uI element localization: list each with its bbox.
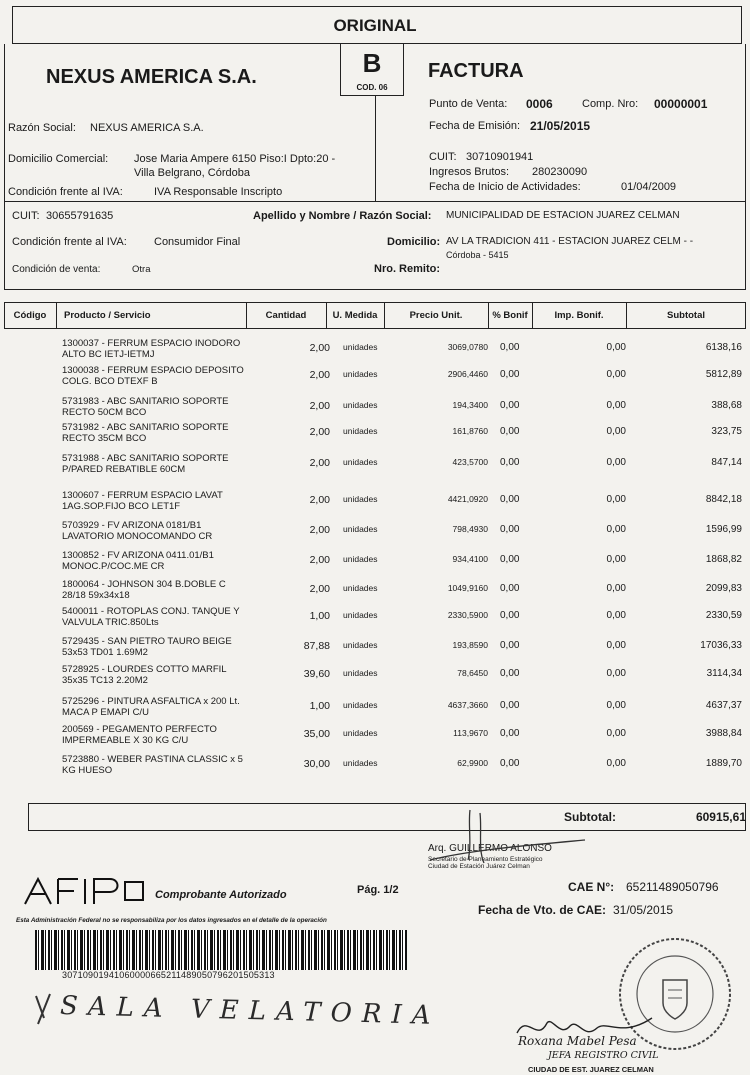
company-name: NEXUS AMERICA S.A. (46, 66, 257, 88)
issuer-cuit-value: 30710901941 (466, 151, 534, 163)
signature-role: JEFA REGISTRO CIVIL (548, 1050, 659, 1061)
col-header-subtotal: Subtotal (667, 310, 705, 321)
fecha-emision-value: 21/05/2015 (530, 119, 591, 133)
item-quantity: 1,00 (309, 610, 330, 622)
item-subtotal: 3114,34 (706, 668, 742, 679)
domicilio-comercial-label: Domicilio Comercial: (8, 153, 109, 165)
inicio-actividades-label: Fecha de Inicio de Actividades: (429, 181, 581, 193)
item-subtotal: 323,75 (711, 426, 742, 437)
item-subtotal: 17036,33 (700, 640, 742, 651)
signature-name: Roxana Mabel Pesa (518, 1034, 637, 1048)
item-quantity: 30,00 (303, 758, 330, 770)
item-bonif-pct: 0,00 (500, 758, 520, 769)
item-bonif-pct: 0,00 (500, 554, 520, 565)
item-quantity: 2,00 (309, 524, 330, 536)
cae-vto-value: 31/05/2015 (613, 903, 674, 917)
item-unit-price: 4421,0920 (447, 494, 488, 504)
item-subtotal: 6138,16 (705, 342, 742, 353)
item-description: 5723880 - WEBER PASTINA CLASSIC x 5 KG HUESO (62, 754, 243, 776)
item-bonif-amount: 0,00 (606, 494, 626, 505)
item-description: 5729435 - SAN PIETRO TAURO BEIGE 53x53 TD01 1.69M2 (62, 636, 232, 658)
item-unit-price: 194,3400 (452, 400, 488, 410)
item-bonif-amount: 0,00 (606, 524, 626, 535)
item-quantity: 2,00 (309, 400, 330, 412)
item-bonif-amount: 0,00 (606, 426, 626, 437)
item-bonif-pct: 0,00 (500, 583, 520, 594)
item-subtotal: 4637,37 (705, 700, 742, 711)
item-quantity: 1,00 (309, 700, 330, 712)
client-name-label: Apellido y Nombre / Razón Social: (253, 210, 432, 222)
cond-venta-label: Condición de venta: (12, 264, 101, 275)
item-description: 5703929 - FV ARIZONA 0181/B1 LAVATORIO MONOCOMANDO CR (62, 520, 213, 542)
item-bonif-amount: 0,00 (606, 400, 626, 411)
item-bonif-amount: 0,00 (606, 554, 626, 565)
item-unit-price: 113,9670 (453, 728, 488, 738)
item-unit-price: 934,4100 (452, 554, 488, 564)
item-unit: unidades (343, 369, 378, 379)
item-unit: unidades (343, 610, 378, 620)
col-header-producto: Producto / Servicio (64, 310, 151, 321)
item-subtotal: 3988,84 (705, 728, 742, 739)
item-unit: unidades (343, 583, 378, 593)
item-quantity: 87,88 (303, 640, 330, 652)
issuer-iva-label: Condición frente al IVA: (8, 186, 123, 198)
col-header-bonif: % Bonif (492, 310, 528, 321)
item-unit: unidades (343, 494, 378, 504)
client-domicilio-label: Domicilio: (387, 236, 441, 248)
razon-social-label: Razón Social: (8, 122, 76, 134)
item-bonif-pct: 0,00 (500, 610, 520, 621)
item-bonif-pct: 0,00 (500, 728, 520, 739)
item-bonif-amount: 0,00 (606, 369, 626, 380)
item-subtotal: 388,68 (711, 400, 742, 411)
signature-city: CIUDAD DE EST. JUAREZ CELMAN (528, 1065, 654, 1074)
comp-nro-label: Comp. Nro: (582, 98, 639, 110)
item-bonif-pct: 0,00 (500, 524, 520, 535)
item-bonif-amount: 0,00 (606, 758, 626, 769)
item-unit: unidades (343, 728, 378, 738)
col-header-cantidad: Cantidad (265, 310, 307, 321)
domicilio-comercial-line2: Villa Belgrano, Córdoba (134, 167, 250, 179)
afip-logo (22, 876, 147, 906)
item-bonif-pct: 0,00 (500, 700, 520, 711)
item-description: 5731982 - ABC SANITARIO SOPORTE RECTO 35CM BCO (62, 422, 229, 444)
item-subtotal: 2099,83 (705, 583, 742, 594)
item-unit-price: 193,8590 (452, 640, 488, 650)
item-bonif-amount: 0,00 (606, 583, 626, 594)
col-divider (56, 302, 57, 329)
item-description: 5731988 - ABC SANITARIO SOPORTE P/PARED REBATIBLE 60CM (62, 453, 229, 475)
barcode-number: 30710901941060000665211489050796201505313 (62, 970, 275, 980)
stamp-line1: Secretario de Planeamiento Estratégico (428, 856, 543, 863)
item-unit: unidades (343, 342, 378, 352)
issuer-cuit-label: CUIT: (429, 151, 457, 163)
item-unit-price: 62,9900 (457, 758, 488, 768)
client-domicilio-line2: Córdoba - 5415 (446, 250, 509, 260)
item-description: 1300607 - FERRUM ESPACIO LAVAT 1AG.SOP.FIJO BCO LET1F (62, 490, 223, 512)
item-bonif-pct: 0,00 (500, 494, 520, 505)
item-unit-price: 423,5700 (452, 457, 488, 467)
item-description: 5400011 - ROTOPLAS CONJ. TANQUE Y VALVULA TRIC.850Lts (62, 606, 240, 628)
item-bonif-amount: 0,00 (606, 457, 626, 468)
stamp-line2: Ciudad de Estación Juárez Celman (428, 863, 530, 870)
fecha-emision-label: Fecha de Emisión: (429, 120, 521, 132)
item-unit-price: 161,8760 (452, 426, 488, 436)
barcode (35, 930, 407, 970)
item-unit-price: 3069,0780 (447, 342, 488, 352)
ingresos-value: 280230090 (532, 166, 588, 178)
item-quantity: 2,00 (309, 369, 330, 381)
item-unit: unidades (343, 668, 378, 678)
col-header-umedida: U. Medida (332, 310, 378, 321)
item-unit: unidades (343, 457, 378, 467)
item-description: 5728925 - LOURDES COTTO MARFIL 35x35 TC13 2.20M2 (62, 664, 227, 686)
item-quantity: 2,00 (309, 426, 330, 438)
invoice-letter: B (362, 48, 382, 78)
item-unit-price: 4637,3660 (447, 700, 488, 710)
item-unit-price: 78,6450 (457, 668, 488, 678)
item-bonif-amount: 0,00 (606, 700, 626, 711)
item-bonif-pct: 0,00 (500, 426, 520, 437)
punto-venta-value: 0006 (526, 97, 553, 111)
cae-label: CAE N°: (568, 880, 615, 894)
cond-venta-value: Otra (132, 264, 151, 275)
item-description: 1300852 - FV ARIZONA 0411.01/B1 MONOC.P/COC.ME CR (62, 550, 214, 572)
item-description: 1300037 - FERRUM ESPACIO INODORO ALTO BC IETJ-IETMJ (62, 338, 241, 360)
item-quantity: 2,00 (309, 494, 330, 506)
item-description: 5725296 - PINTURA ASFALTICA x 200 Lt. MACA P EMAPI C/U (62, 696, 240, 718)
col-header-precio: Precio Unit. (409, 310, 463, 321)
item-subtotal: 2330,59 (705, 610, 742, 621)
item-bonif-pct: 0,00 (500, 369, 520, 380)
client-iva-value: Consumidor Final (154, 236, 241, 248)
item-quantity: 2,00 (309, 457, 330, 469)
item-unit: unidades (343, 426, 378, 436)
item-unit-price: 1049,9160 (447, 583, 488, 593)
item-unit: unidades (343, 700, 378, 710)
item-bonif-pct: 0,00 (500, 342, 520, 353)
comprobante-autorizado: Comprobante Autorizado (155, 889, 287, 901)
item-subtotal: 8842,18 (705, 494, 742, 505)
item-bonif-amount: 0,00 (606, 640, 626, 651)
invoice-code: COD. 06 (356, 83, 388, 92)
subtotal-value: 60915,61 (695, 810, 746, 824)
item-bonif-amount: 0,00 (606, 728, 626, 739)
item-unit-price: 2906,4460 (447, 369, 488, 379)
handwritten-mark (28, 988, 68, 1028)
cae-value: 65211489050796 (626, 880, 719, 894)
afip-disclaimer: Esta Administración Federal no se responsabiliza por los datos ingresados en el detalle de la operación (16, 917, 327, 924)
item-bonif-pct: 0,00 (500, 400, 520, 411)
item-unit: unidades (343, 400, 378, 410)
item-bonif-amount: 0,00 (606, 668, 626, 679)
issuer-iva-value: IVA Responsable Inscripto (154, 186, 283, 198)
subtotal-label: Subtotal: (564, 810, 616, 824)
item-unit: unidades (343, 640, 378, 650)
item-bonif-pct: 0,00 (500, 640, 520, 651)
handwritten-note: SALA VELATORIA (59, 991, 441, 1031)
comp-nro-value: 00000001 (654, 97, 708, 111)
item-quantity: 2,00 (309, 342, 330, 354)
razon-social-value: NEXUS AMERICA S.A. (90, 122, 204, 134)
original-label: ORIGINAL (333, 16, 417, 35)
client-domicilio-line1: AV LA TRADICION 411 - ESTACION JUAREZ CELM - - (446, 236, 694, 247)
item-subtotal: 847,14 (711, 457, 742, 468)
document-type: FACTURA (428, 60, 524, 82)
item-subtotal: 1868,82 (705, 554, 742, 565)
item-description: 1300038 - FERRUM ESPACIO DEPOSITO COLG. BCO DTEXF B (62, 365, 244, 387)
item-unit-price: 798,4930 (452, 524, 488, 534)
item-bonif-amount: 0,00 (606, 610, 626, 621)
client-iva-label: Condición frente al IVA: (12, 236, 127, 248)
item-subtotal: 1596,99 (705, 524, 742, 535)
item-description: 200569 - PEGAMENTO PERFECTO IMPERMEABLE X 30 KG C/U (62, 724, 217, 746)
item-quantity: 2,00 (309, 583, 330, 595)
item-unit: unidades (343, 524, 378, 534)
item-quantity: 35,00 (303, 728, 330, 740)
client-cuit-value: 30655791635 (46, 210, 114, 222)
page-number: Pág. 1/2 (357, 884, 399, 896)
item-bonif-pct: 0,00 (500, 457, 520, 468)
item-quantity: 2,00 (309, 554, 330, 566)
item-bonif-amount: 0,00 (606, 342, 626, 353)
item-unit: unidades (343, 554, 378, 564)
item-quantity: 39,60 (303, 668, 330, 680)
item-unit-price: 2330,5900 (447, 610, 488, 620)
header-divider (375, 95, 376, 202)
item-unit: unidades (343, 758, 378, 768)
col-header-codigo: Código (13, 310, 47, 321)
ingresos-label: Ingresos Brutos: (429, 166, 510, 178)
punto-venta-label: Punto de Venta: (429, 98, 508, 110)
remito-label: Nro. Remito: (374, 263, 440, 275)
item-subtotal: 5812,89 (705, 369, 742, 380)
item-description: 1800064 - JOHNSON 304 B.DOBLE C 28/18 59x34x18 (62, 579, 226, 601)
inicio-actividades-value: 01/04/2009 (621, 181, 677, 193)
domicilio-comercial-line1: Jose Maria Ampere 6150 Piso:I Dpto:20 - (134, 153, 336, 165)
item-description: 5731983 - ABC SANITARIO SOPORTE RECTO 50CM BCO (62, 396, 229, 418)
signature-scribble-top (410, 805, 590, 865)
cae-vto-label: Fecha de Vto. de CAE: (478, 903, 607, 917)
client-name-value: MUNICIPALIDAD DE ESTACION JUAREZ CELMAN (446, 210, 680, 221)
stamp-name: Arq. GUILLERMO ALONSO (428, 843, 552, 854)
item-subtotal: 1889,70 (705, 758, 742, 769)
subtotal-box (28, 803, 746, 831)
item-bonif-pct: 0,00 (500, 668, 520, 679)
client-cuit-label: CUIT: (12, 210, 40, 222)
col-header-impbonif: Imp. Bonif. (554, 310, 604, 321)
